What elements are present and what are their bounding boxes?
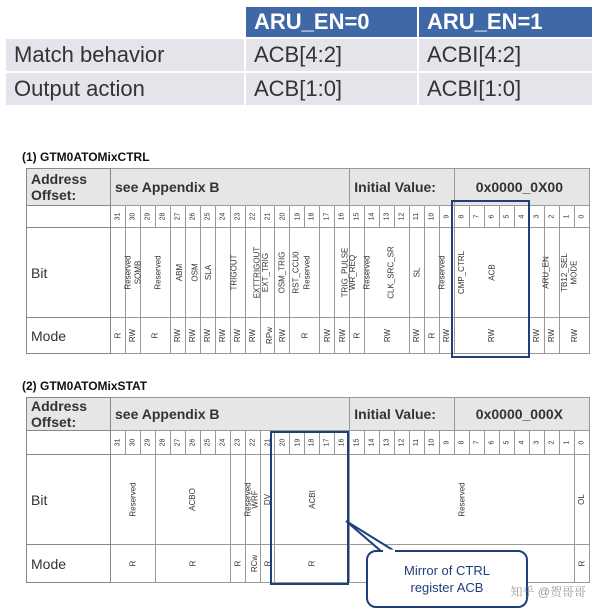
mode-reserved: R — [290, 318, 320, 354]
bit-number: 4 — [514, 206, 529, 228]
initial-value: 0x0000_0X00 — [455, 169, 590, 206]
bit-number: 28 — [155, 206, 170, 228]
callout-line-2: register ACB — [410, 580, 484, 595]
initial-value-label: Initial Value: — [350, 169, 455, 206]
bit-number: 21 — [260, 206, 275, 228]
field-acb: ACB — [455, 228, 530, 318]
bit-number: 18 — [305, 206, 320, 228]
bit-number: 29 — [140, 206, 155, 228]
bit-number: 13 — [380, 206, 395, 228]
bit-number: 17 — [320, 206, 335, 228]
bit-number: 14 — [365, 206, 380, 228]
stat-register-title: (2) GTM0ATOMixSTAT — [22, 379, 148, 393]
address-offset-value: see Appendix B — [111, 169, 350, 206]
field-reserved: Reserved — [290, 228, 320, 318]
summary-header-aru-en-1: ARU_EN=1 — [419, 7, 592, 37]
bit-number: 16 — [335, 431, 350, 455]
bit-number: 25 — [200, 206, 215, 228]
summary-row-label: Match behavior — [6, 39, 244, 71]
field-osm_trig: OSM_TRIG — [260, 228, 275, 318]
field-abm: ABM — [170, 228, 185, 318]
bit-number: 6 — [484, 206, 499, 228]
bit-label: Bit — [27, 228, 111, 318]
mode-acbi: R — [275, 545, 350, 583]
bit-number: 0 — [574, 431, 589, 455]
mode-osm: RW — [185, 318, 200, 354]
watermark: 知乎 @贺哥哥 — [510, 585, 586, 599]
bit-number: 20 — [275, 431, 290, 455]
bit-number: 7 — [469, 431, 484, 455]
bit-number: 21 — [260, 431, 275, 455]
field-acbo: ACBO — [155, 455, 230, 545]
mode-tb12_sel: RW — [544, 318, 559, 354]
bit-number: 31 — [111, 431, 126, 455]
bit-number: 16 — [335, 206, 350, 228]
summary-cell: ACBI[1:0] — [419, 73, 592, 105]
bit-number: 24 — [215, 431, 230, 455]
bit-number: 25 — [200, 431, 215, 455]
mode-label: Mode — [27, 318, 111, 354]
field-somb: SOMB — [125, 228, 140, 318]
mode-reserved: R — [230, 545, 245, 583]
mode-rst_ccu0: RW — [275, 318, 290, 354]
bit-number: 26 — [185, 431, 200, 455]
bit-number: 10 — [425, 206, 440, 228]
bit-number: 4 — [514, 431, 529, 455]
field-mode: MODE — [559, 228, 589, 318]
mode-label: Mode — [27, 545, 111, 583]
bit-number: 3 — [529, 206, 544, 228]
bit-label: Bit — [27, 455, 111, 545]
bit-number: 23 — [230, 206, 245, 228]
mode-somb: RW — [125, 318, 140, 354]
initial-value-label: Initial Value: — [350, 398, 455, 431]
summary-header-aru-en-0: ARU_EN=0 — [246, 7, 417, 37]
field-dv: DV — [260, 455, 275, 545]
mode-ol: R — [574, 545, 589, 583]
summary-cell: ACBI[4:2] — [419, 39, 592, 71]
mode-reserved: R — [425, 318, 440, 354]
bit-number: 10 — [425, 431, 440, 455]
field-ol: OL — [574, 455, 589, 545]
mode-trigout: RW — [215, 318, 230, 354]
bit-number: 9 — [439, 431, 454, 455]
bit-number: 2 — [544, 431, 559, 455]
bit-number: 9 — [439, 206, 454, 228]
mode-clk_src_sr: RW — [365, 318, 410, 354]
field-reserved: Reserved — [230, 455, 245, 545]
bit-number: 3 — [529, 431, 544, 455]
bit-number: 14 — [365, 431, 380, 455]
bit-number: 12 — [395, 206, 410, 228]
mode-cmp_ctrl: RW — [439, 318, 454, 354]
field-reserved: Reserved — [111, 455, 156, 545]
address-offset-value: see Appendix B — [111, 398, 350, 431]
bit-number: 24 — [215, 206, 230, 228]
bit-number: 30 — [125, 206, 140, 228]
mode-exttrigout: RW — [230, 318, 245, 354]
field-reserved: Reserved — [350, 228, 365, 318]
summary-cell: ACB[1:0] — [246, 73, 417, 105]
mode-reserved: R — [350, 318, 365, 354]
field-reserved: Reserved — [111, 228, 126, 318]
field-acbi: ACBI — [275, 455, 350, 545]
mode-reserved: R — [140, 318, 170, 354]
bit-number: 12 — [395, 431, 410, 455]
mode-dv: R — [260, 545, 275, 583]
bit-number: 29 — [140, 431, 155, 455]
bit-number: 27 — [170, 206, 185, 228]
mode-mode: RW — [559, 318, 589, 354]
bit-number: 7 — [469, 206, 484, 228]
field-sl: SL — [410, 228, 425, 318]
mode-acb: RW — [455, 318, 530, 354]
bit-number: 8 — [455, 206, 470, 228]
field-osm: OSM — [185, 228, 200, 318]
bit-number: 20 — [275, 206, 290, 228]
bit-number: 6 — [484, 431, 499, 455]
field-ext_trig: EXT_TRIG — [245, 228, 260, 318]
mode-sl: RW — [410, 318, 425, 354]
bit-number: 11 — [410, 206, 425, 228]
bit-number: 22 — [245, 431, 260, 455]
bit-number: 18 — [305, 431, 320, 455]
bit-number: 17 — [320, 431, 335, 455]
bit-number: 5 — [499, 431, 514, 455]
initial-value: 0x0000_000X — [455, 398, 590, 431]
field-wr_req: WR_REQ — [335, 228, 350, 318]
field-sla: SLA — [200, 228, 215, 318]
mode-reserved: R — [111, 545, 156, 583]
callout-line-1: Mirror of CTRL — [404, 563, 490, 578]
bit-number: 23 — [230, 431, 245, 455]
summary-row-label: Output action — [6, 73, 244, 105]
bit-number: 28 — [155, 431, 170, 455]
mode-reserved: R — [111, 318, 126, 354]
bit-number: 1 — [559, 206, 574, 228]
mode-acbo: R — [155, 545, 230, 583]
bit-number: 13 — [380, 431, 395, 455]
bit-number: 0 — [574, 206, 589, 228]
field-wrf: WRF — [245, 455, 260, 545]
bit-number: 8 — [455, 431, 470, 455]
field-exttrigout: EXTTRIGOUT — [230, 228, 245, 318]
mode-sla: RW — [200, 318, 215, 354]
mode-wr_req: RW — [335, 318, 350, 354]
field-rst_ccu0: RST_CCU0 — [275, 228, 290, 318]
bit-number: 11 — [410, 431, 425, 455]
mode-aru_en: RW — [529, 318, 544, 354]
bit-number: 2 — [544, 206, 559, 228]
bit-number: 27 — [170, 431, 185, 455]
bit-number: 30 — [125, 431, 140, 455]
bit-number: 22 — [245, 206, 260, 228]
ctrl-register-title: (1) GTM0ATOMixCTRL — [22, 150, 150, 164]
field-reserved: Reserved — [425, 228, 440, 318]
summary-cell: ACB[4:2] — [246, 39, 417, 71]
field-reserved: Reserved — [350, 455, 574, 545]
field-trig_pulse: TRIG_PULSE — [320, 228, 335, 318]
field-clk_src_sr: CLK_SRC_SR — [365, 228, 410, 318]
bit-number: 1 — [559, 431, 574, 455]
mode-trig_pulse: RW — [320, 318, 335, 354]
address-offset-label: Address Offset: — [27, 169, 111, 206]
bit-number: 26 — [185, 206, 200, 228]
address-offset-label: Address Offset: — [27, 398, 111, 431]
bit-number: 19 — [290, 431, 305, 455]
field-cmp_ctrl: CMP_CTRL — [439, 228, 454, 318]
field-reserved: Reserved — [140, 228, 170, 318]
bit-number: 19 — [290, 206, 305, 228]
mode-abm: RW — [170, 318, 185, 354]
field-tb12_sel: TB12_SEL — [544, 228, 559, 318]
mode-wrf: RCw — [245, 545, 260, 583]
bit-number: 15 — [350, 431, 365, 455]
field-trigout: TRIGOUT — [215, 228, 230, 318]
bit-number: 31 — [111, 206, 126, 228]
mode-osm_trig: RPw — [260, 318, 275, 354]
mirror-callout — [366, 550, 528, 608]
mode-ext_trig: RW — [245, 318, 260, 354]
bit-number: 5 — [499, 206, 514, 228]
field-aru_en: ARU_EN — [529, 228, 544, 318]
bit-number: 15 — [350, 206, 365, 228]
